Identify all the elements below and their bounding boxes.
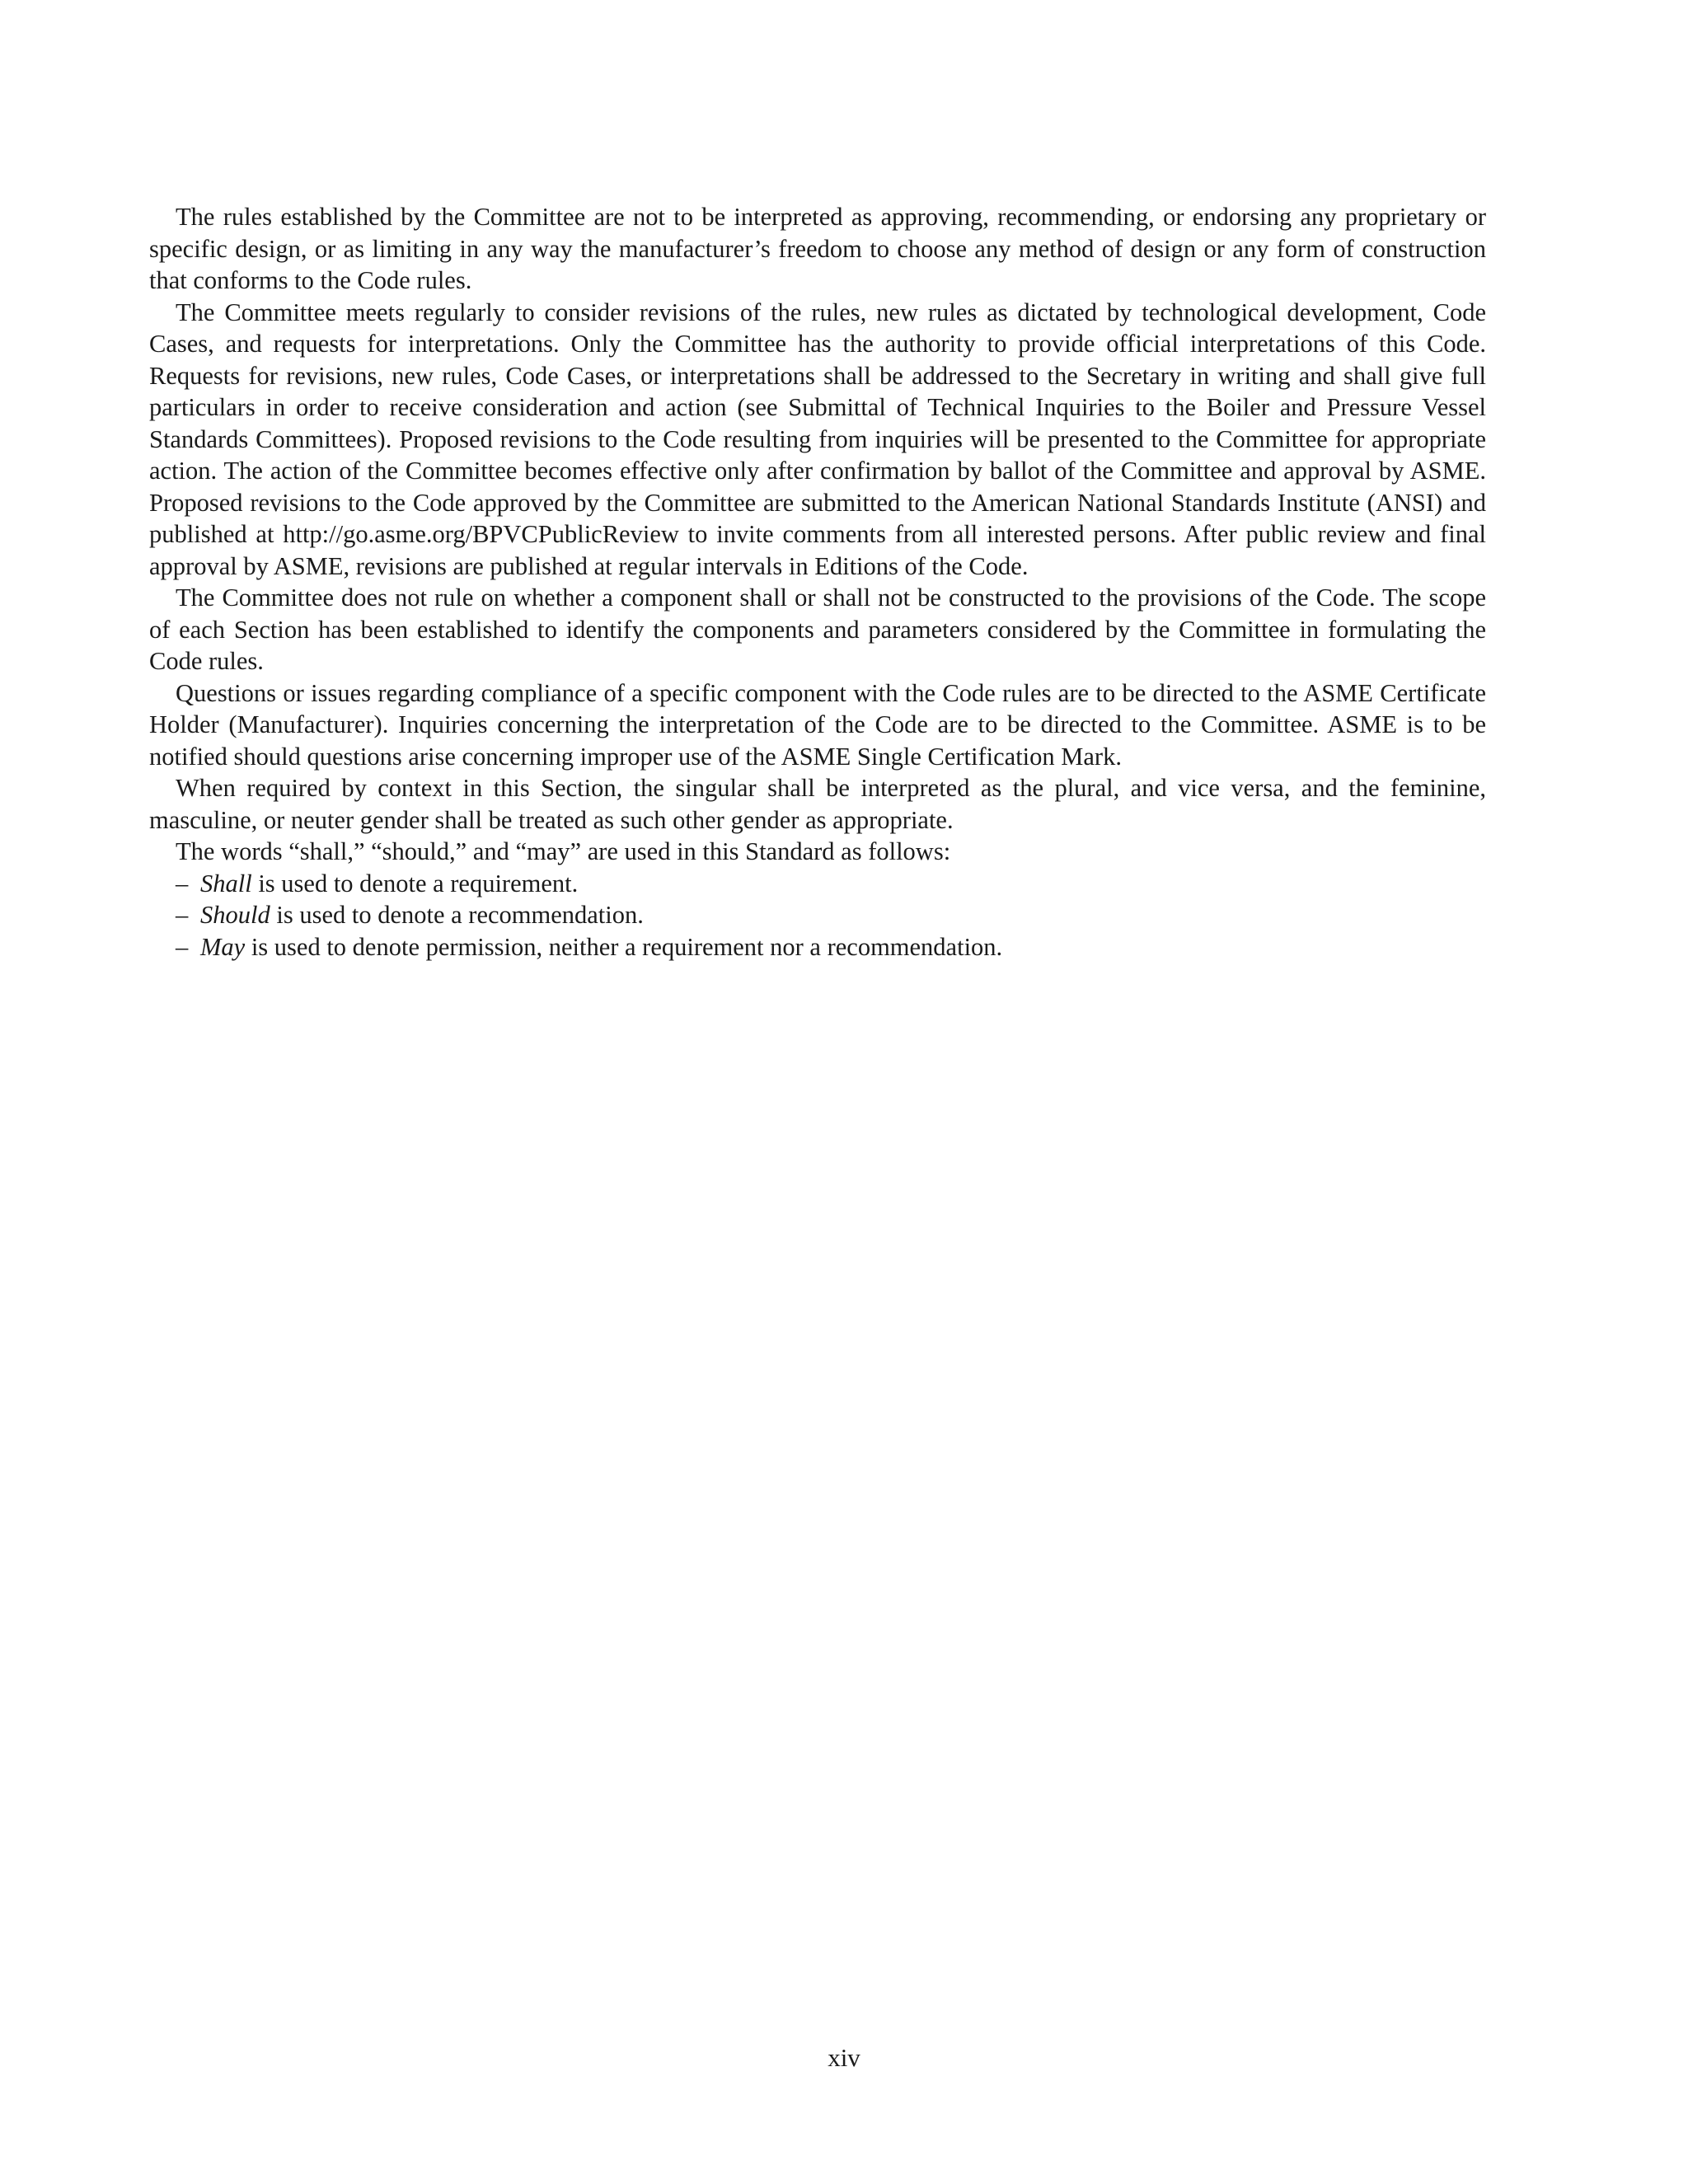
page-number: xiv: [828, 2043, 860, 2072]
definition-text: is used to denote a requirement.: [251, 869, 579, 898]
dash-bullet: –: [176, 901, 189, 929]
definition-item-should: [149, 899, 1486, 931]
definition-item-shall: [149, 868, 1486, 900]
definition-term: Should: [200, 901, 270, 929]
body-text: [149, 201, 1486, 963]
paragraph-committee-meetings: The Committee meets regularly to consider revisions of the rules, new rules as dictated by technological development, Code Cases, and requests for interpretations. Only the Committee has the authority to provide official interpretations of this Code. Requests for revisions, new rules, Code Cases, or interpretations shall be addressed to the Secretary in writing and shall give full particulars in order to receive consideration and action (see Submittal of Technical Inquiries to the Boiler and Pressure Vessel Standards Committees). Proposed revisions to the Code resulting from inquiries will be presented to the Committee for appropriate action. The action of the Committee becomes effective only after confirmation by ballot of the Committee and approval by ASME. Proposed revisions to the Code approved by the Committee are submitted to the American National Standards Institute (ANSI) and published at http://go.asme.org/BPVCPublicReview to invite comments from all interested persons. After public review and final approval by ASME, revisions are published at regular intervals in Editions of the Code.: [149, 298, 1486, 580]
definition-term: May: [200, 932, 246, 961]
definition-text: is used to denote a recommendation.: [270, 901, 644, 929]
paragraph-compliance-questions: Questions or issues regarding compliance of a specific component with the Code rules are to be directed to the ASME Certificate Holder (Manufacturer). Inquiries concerning the interpretation of the Code are to be directed to the Committee. ASME is to be notified should questions arise concerning improper use of the ASME Single Certification Mark.: [149, 678, 1486, 771]
definition-item-may: [149, 931, 1486, 963]
paragraph-design-freedom: The rules established by the Committee are not to be interpreted as approving, recommending, or endorsing any proprietary or specific design, or as limiting in any way the manufacturer’s freedom to choose any method of design or any form of construction that conforms to the Code rules.: [149, 203, 1486, 294]
paragraph-committee-scope: The Committee does not rule on whether a component shall or shall not be constructed to the provisions of the Code. The scope of each Section has been established to identify the components and parameters considered by the Committee in formulating the Code rules.: [149, 583, 1486, 675]
paragraph-words-usage: The words “shall,” “should,” and “may” are used in this Standard as follows:: [176, 837, 951, 865]
definition-text: is used to denote permission, neither a requirement nor a recommendation.: [245, 932, 1003, 961]
dash-bullet: –: [176, 869, 189, 898]
paragraph-singular-plural: When required by context in this Section, the singular shall be interpreted as the plural, and vice versa, and the feminine, masculine, or neuter gender shall be treated as such other gender as appropriate.: [149, 774, 1486, 834]
dash-bullet: –: [176, 932, 189, 961]
definition-list: [149, 868, 1486, 963]
definition-term: Shall: [200, 869, 252, 898]
